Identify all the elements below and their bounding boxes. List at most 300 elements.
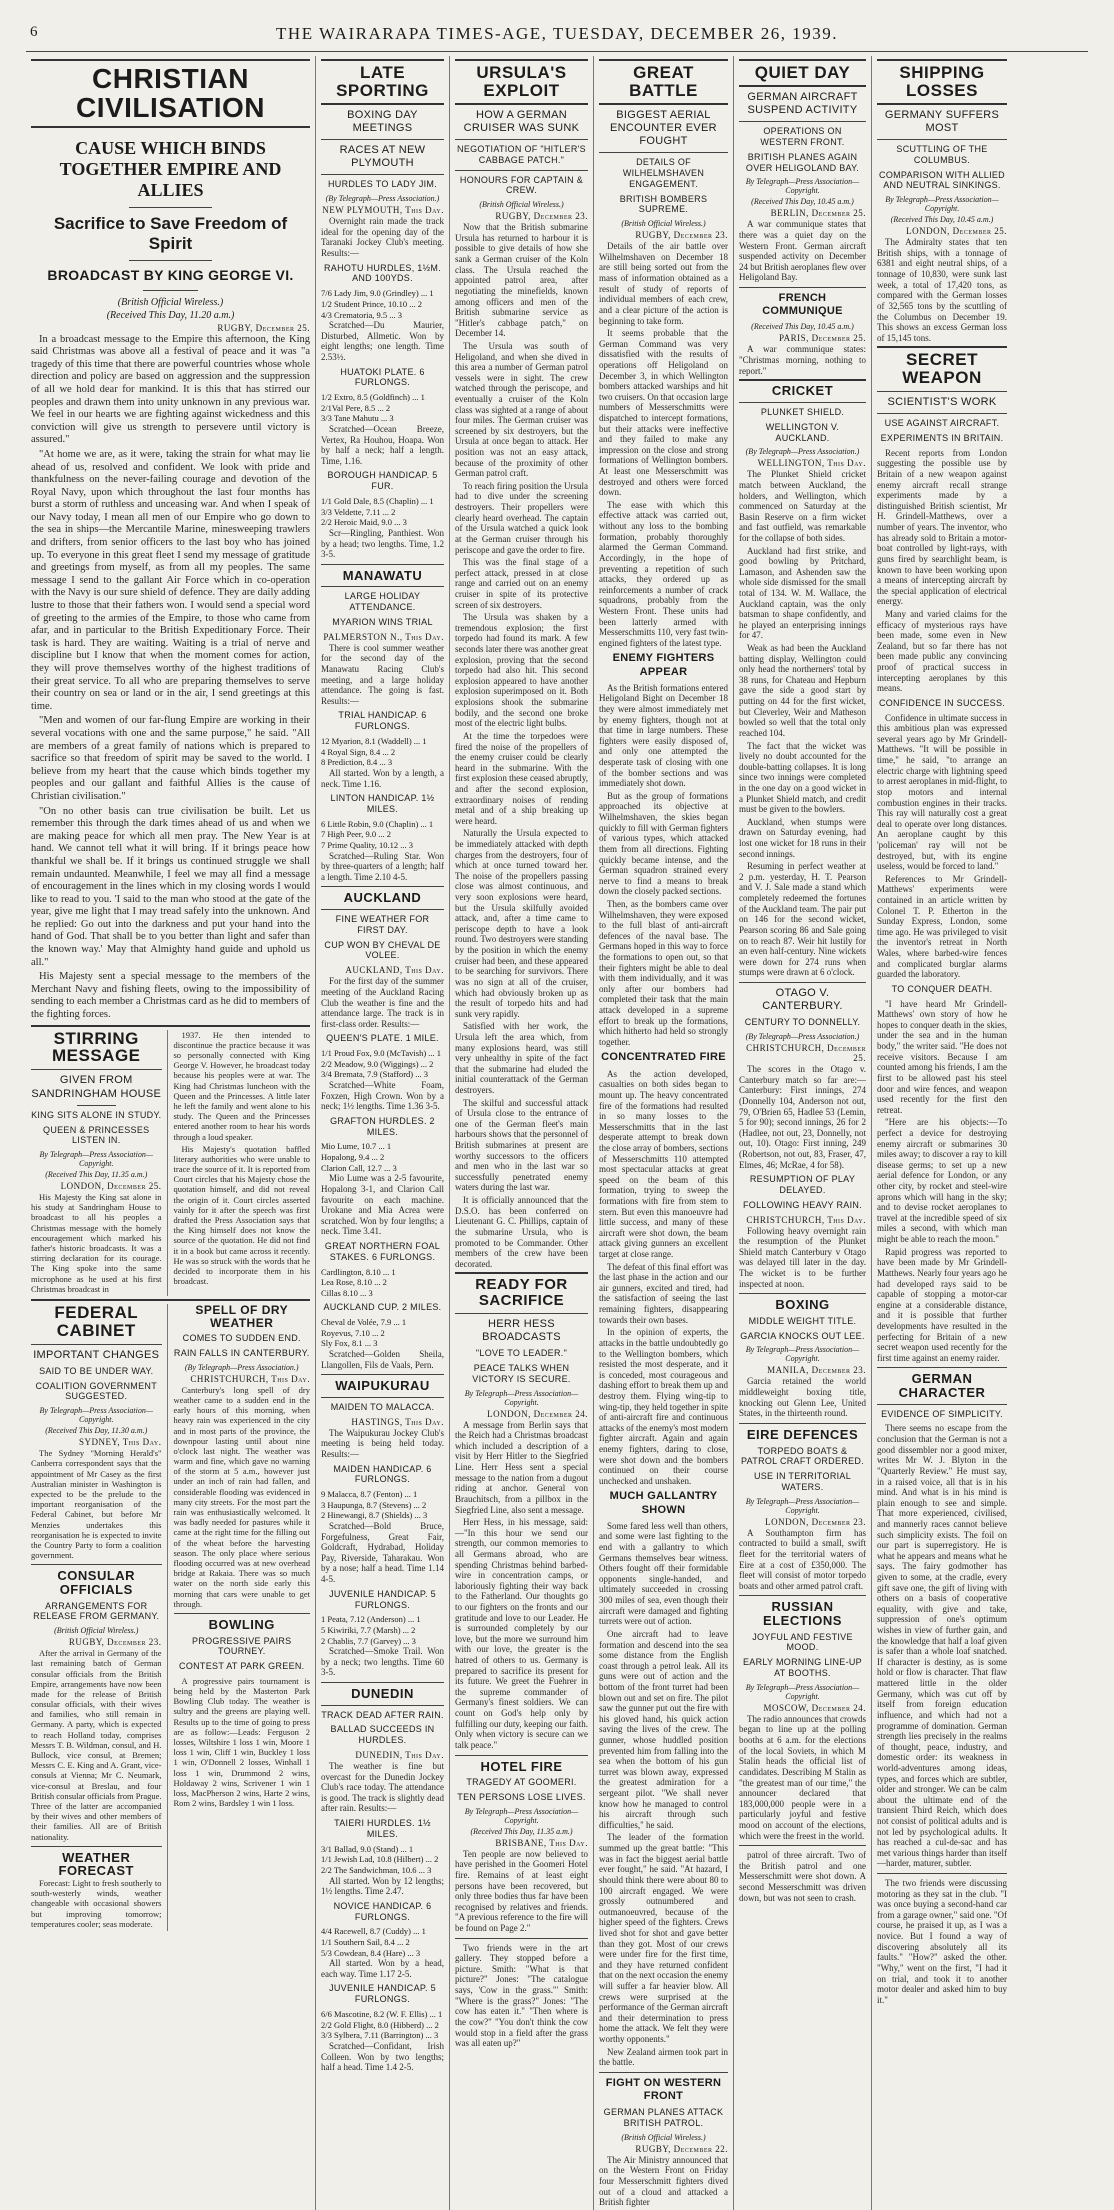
deck: CENTURY TO DONNELLY.	[744, 1017, 861, 1028]
dateline: LONDON, December 25.	[60, 1181, 162, 1192]
race-note: Scratched—Confidant, Irish Colleen. Won by two lengths; half a head. Time 1.4 2-5.	[321, 2040, 444, 2073]
result-row: 6 Little Robin, 9.0 (Chaplin) ... 1	[321, 818, 434, 829]
race-results	[321, 1048, 444, 1080]
deck: PEACE TALKS WHEN VICTORY IS SECURE.	[472, 1363, 571, 1384]
paragraph: The Plunket Shield cricket match between Auckland, the holders, and Wellington, which commenced on Saturday at the Basin Reserve on a firm wicket and fast outfield, was remarkable for the collapse of both sides.	[739, 469, 866, 543]
result-row: 12 Myarion, 8.1 (Waddell) ... 1	[321, 736, 427, 747]
result-row: Cheval de Volée, 7.9 ... 1	[321, 1317, 407, 1328]
credit: By Telegraph—Press Association—Copyright.	[39, 1150, 153, 1169]
result-row: Royevus, 7.10 ... 2	[321, 1327, 385, 1338]
deck: JOYFUL AND FESTIVE MOOD.	[752, 1631, 853, 1653]
deck: IMPORTANT CHANGES	[33, 1348, 160, 1361]
result-row: Lea Rose, 8.10 ... 2	[321, 1277, 387, 1288]
result-row: 7 Prime Quality, 10.12 ... 3	[321, 840, 413, 850]
paragraph: Confidence in ultimate success in this ambitious plan was expressed several years ago by Mr Grindell-Matthews. "It will be possible in time," he said, "to arrange an electric charge with lightning speed to arrest aeroplanes in mid-flight, to stop motors and internal combustion engines in their tracks. This ray will naturally cost a great deal to operate over long distances. An aeroplane caught by this 'policeman' ray will not be destroyed, but, with its engine useless, would be forced to land."	[877, 712, 1007, 872]
subhead: FIGHT ON WESTERN FRONT	[605, 2076, 722, 2103]
deck: EARLY MORNING LINE-UP AT BOOTHS.	[743, 1657, 862, 1679]
deck: BALLAD SUCCEEDS IN HURDLES.	[330, 1724, 435, 1746]
result-row: 1/1 Proud Fox, 9.0 (McTavish) ... 1	[321, 1048, 442, 1059]
race-note: Scratched—Du Maurier, Disturbed, Allmetic. Won by eight lengths; one length. Time 2.53½.	[321, 320, 444, 362]
paragraph: Then, as the bombers came over Wilhelmshaven, they were exposed to the full blast of anti-aircraft defences of the naval base. The Germans hoped in this way to force the formations to open out, so that their fighters might be able to deal with them individually, and it was only after our bombers had completed their task that the main attack developed in a supreme effort to break up the formations, which hitherto had held so strongly together.	[599, 898, 728, 1047]
headline-late-sporting: LATE SPORTING	[336, 63, 429, 100]
stirring-message-block	[31, 1030, 310, 1296]
credit: (British Official Wireless.)	[54, 1626, 139, 1636]
paragraph: One aircraft had to leave formation and descend into the sea some distance from the English coast through a petrol leak. All its guns were out of action and the bottom of the front turret had been blown out and set on fire. The pilot saw the gunner put out the fire with his gloved hand, his quick action saving the lives of the crew. The gunner, whose huddled position prevented him from falling into the sea when the bottom of his gun turret was blown away, expressed the greatest admiration for a sergeant pilot. "We shall never know how he managed to control his aircraft through such difficulties," he said.	[599, 1628, 728, 1830]
paragraph: A war communique states that there was a quiet day on the Western Front. German aircraft suspended activity on December 24 but British aeroplanes flew over Heligoland Bay.	[739, 219, 866, 283]
paragraph: For the first day of the summer meeting of the Auckland Racing Club the weather is fine and the attendance large. The track is in first-class order. Results:—	[321, 976, 444, 1029]
paragraph: The weather is fine but overcast for the Dunedin Jockey Club's race today. The attendance is good. The track is slightly dead after rain. Results:—	[321, 1761, 444, 1814]
headline-russian-elections: RUSSIAN ELECTIONS	[763, 1599, 842, 1629]
deck: WELLINGTON V. AUCKLAND.	[765, 421, 840, 443]
result-row: Clarion Call, 12.7 ... 3	[321, 1162, 397, 1173]
deck: GERMANY SUFFERS MOST	[884, 108, 1000, 134]
paragraph: References to Mr Grindell-Matthews' experiments were contained in an article written by Colonel T. P. Etherton in the Sunday Express, London, some time ago. He was privileged to visit the inventor's retreat in North Wales, where barbed-wire fences and complicated burglar alarms guarded the laboratory.	[877, 873, 1007, 980]
paragraph: Resuming in perfect weather at 2 p.m. yesterday, H. T. Pearson and V. J. Sale made a stand which completely redeemed the fortunes of the Auckland team. The pair put on 146 for the second wicket, Pearson scoring 86 and Sale going on to reach 87. Weir hit lustily for an even half-century. Nine wickets were down for 274 runs when stumps were drawn at 6 o'clock.	[739, 861, 866, 978]
deck: USE IN TERRITORIAL WATERS.	[753, 1471, 852, 1492]
received: (Received This Day, 10.45 a.m.)	[751, 197, 854, 207]
race-note: Scratched—Ocean Breeze, Vertex, Ra Houhou, Hoapa. Won by half a neck; half a length. Time, 1.16.	[321, 424, 444, 466]
result-row: 2 Hinewangi, 8.7 (Shields) ... 3	[321, 1510, 428, 1521]
deck: LARGE HOLIDAY ATTENDANCE.	[344, 591, 421, 613]
paragraph: To reach firing position the Ursula had to dive under the screening destroyers. Their propellers were clearly heard overhead. The captain of the Ursula watched a quick look at the German cruiser through his periscope and gave the order to fire.	[455, 480, 588, 555]
credit: (By Telegraph—Press Association.)	[184, 1362, 299, 1372]
result-row: 1/1 Southern Sail, 8.4 ... 2	[321, 1936, 410, 1947]
credit: (British Official Wireless.)	[117, 296, 224, 308]
race-note: Scratched—Bold Bruce, Forgefulness, Great Fair, Goldcraft, Hydrabad, Holiday Pay, Riverside, Taharakau. Won by a nose; half a head. Time 1.14 4-5.	[321, 1521, 444, 1585]
race-note: Scr—Ringling, Panthiest. Won by a head; two lengths. Time, 1.2 3-5.	[321, 527, 444, 560]
result-row: 3/3 Sylbera, 7.11 (Barrington) ... 3	[321, 2030, 439, 2041]
deck: GERMAN PLANES ATTACK BRITISH PATROL.	[603, 2107, 724, 2129]
received: (Received This Day, 11.20 a.m.)	[106, 309, 235, 321]
paragraph: Garcia retained the world middleweight boxing title, knocking out Glenn Lee, United States, in the thirteenth round.	[739, 1376, 866, 1419]
credit: (By Telegraph—Press Association.)	[325, 194, 440, 204]
paragraph: The fact that the wicket was lively no doubt accounted for the double-batting collapses. It is long since two innings were completed in the one day on a good wicket in a Plunket Shield match, and credit must be given to the bowlers.	[739, 740, 866, 815]
paragraph: This was the final stage of a perfect attack, pressed in at close range and carried out on an enemy cruiser in spite of its protective screen of six destroyers.	[455, 557, 588, 610]
result-row: 2/2 Meadow, 9.0 (Wiggings) ... 2	[321, 1058, 434, 1069]
deck: TORPEDO BOATS & PATROL CRAFT ORDERED.	[741, 1445, 864, 1467]
dateline: MOSCOW, December 24.	[763, 1702, 866, 1713]
paragraph: The Ursula was shaken by a tremendous explosion; the first torpedo had found its mark. A few seconds later there was another great explosion, proving that the second torpedo had also hit. This second explosion appeared to have another explosion superimposed on it. Both explosions shook the submarine bodily, and the second one broke most of the electric light bulbs.	[455, 612, 588, 729]
race-note: All started. Won by 12 lengths; 1½ lengths. Time 2.47.	[321, 1875, 444, 1897]
race-results	[321, 1844, 444, 1876]
paragraph: Overnight rain made the track ideal for the opening day of the Taranaki Jockey Club's meeting. Results:—	[321, 216, 444, 259]
race-results	[321, 1267, 444, 1299]
subhead: FRENCH COMMUNIQUE	[762, 292, 843, 318]
headline-ready-for-sacrifice: READY FOR SACRIFICE	[475, 1276, 568, 1310]
subhead: CONCENTRATED FIRE	[601, 1051, 726, 1064]
dateline: LONDON, December 25.	[906, 226, 1007, 237]
race-title: NOVICE HANDICAP. 6 FURLONGS.	[333, 1900, 432, 1922]
paragraph: Details of the air battle over Wilhelmshaven on December 18 are still being sorted out from the mass of information obtained as a result of study of reports of individual members of each crew, and a clear picture of the action is beginning to take form.	[599, 241, 728, 326]
paragraph: His Majesty the King sat alone in his study at Sandringham House to broadcast to all his peoples a Christmas message with the homely encouragement which marked his father's historic broadcasts. It was a stirring declaration for its courage. The King spoke into the same microphone as he used at his first Christmas broadcast in	[31, 1192, 162, 1294]
headline-weather-forecast: WEATHER FORECAST	[58, 1849, 134, 1879]
deck: TEN PERSONS LOSE LIVES.	[457, 1791, 586, 1802]
dateline: LONDON, December 24.	[487, 1408, 588, 1419]
paragraph: The radio announces that crowds began to line up at the polling booths at 6 a.m. for the elections of the local Soviets, in which M Stalin heads the official list of candidates. Describing M Stalin as "the greatest man of our time," the announcer declared that 183,000,000 people were in a particularly joyful and festive mood on account of the elections, which were the freest in the world.	[739, 1713, 866, 1841]
result-row: 2/1Val Pere, 8.5 ... 2	[321, 402, 391, 413]
result-row: 1/1 Gold Dale, 8.5 (Chaplin) ... 1	[321, 496, 434, 507]
result-row: 1/2 Extro, 8.5 (Goldfinch) ... 1	[321, 392, 425, 403]
deck: QUEEN & PRINCESSES LISTEN IN.	[43, 1124, 150, 1146]
paragraph: The two friends were discussing motoring as they sat in the club. "I was once buying a second-hand car from a garage owner," said one. "Of course, he praised it up, as I was a novice. But I found a way of discovering absolutely all its faults." "How?" asked the other. "Why," went on the first, "I had it on trial, and took it to another motor dealer and asked him to buy it."	[877, 1878, 1007, 2005]
deck: TRACK DEAD AFTER RAIN.	[321, 1709, 444, 1720]
paragraph: But as the group of formations approached its objective at Wilhelmshaven, the skies began quickly to fill with German fighters of various types, which attacked them from all directions. Fighting quickly became intense, and the German squadron strained every nerve to find a means to break down the closely packed sections.	[599, 790, 728, 897]
deck: PLUNKET SHIELD.	[760, 406, 845, 417]
paragraph: Herr Hess, in his message, said:—"In this hour we send our strength, our common memories to all Germans abroad, who are spending Christmas behind barbed-wire in concentration camps, or laboriously fighting their way back to the Fatherland. Our thoughts go to our fighters on the fronts and our gratitude and love to our Leader. He is surrounded completely by our love, but the more we surround him with our love, the greater is the hatred of others to us. Germany is prepared to sacrifice its present for its future. We greet the Fuehrer in the supreme commander of Germany's finest soldiers. We can count on God's help only by fulfilling our duty, keeping our faith. Only when victory is secure can we talk peace."	[455, 1517, 588, 1750]
deck: COALITION GOVERNMENT SUGGESTED.	[35, 1380, 157, 1402]
headline-secret-weapon: SECRET WEAPON	[902, 350, 982, 388]
headline-auckland: AUCKLAND	[343, 890, 422, 906]
paragraph: "I have heard Mr Grindell-Matthews' own story of how he hopes to conquer death in the skies, under the sea and in the human body," the writer said. "He does not receive visitors. Because I am counted among his friends, I am the first to be allowed past his steel door and wire fences, and weapon used recently for the first den retreat.	[877, 998, 1007, 1115]
deck-broadcast: BROADCAST BY KING GEORGE VI.	[47, 266, 294, 283]
race-note: Scratched—Smoke Trail. Won by a neck; two lengths. Time 60 3-5.	[321, 1646, 444, 1678]
race-title: GRAFTON HURDLES. 2 MILES.	[330, 1115, 435, 1137]
dateline: MANILA, December 23.	[767, 1365, 866, 1376]
deck: HOW A GERMAN CRUISER WAS SUNK	[463, 108, 580, 134]
subhead: TO CONQUER DEATH.	[891, 983, 993, 994]
headline-eire-defences: EIRE DEFENCES	[746, 1426, 859, 1442]
paragraph: A progressive pairs tournament is being held by the Masterton Park Bowling Club today. The weather is sultry and the greens are playing well. Results up to the time of going to press are as follow:—Leads: Ferguson 2 losses, Wiltshire 1 loss 1 win, Moore 1 loss 1 win, Cliff 1 win, Buckley 1 loss 1 win, O'Donnell 2 losses, Winhall 1 loss 1 win, Drummond 2 wins, Holdaway 2 wins, Scrivener 1 win 1 loss, MacPherson 2 wins, Harte 2 wins, Rom 2 wins, Bardsley 1 win 1 loss.	[173, 1675, 310, 1809]
result-row: Mio Lume, 10.7 ... 1	[321, 1141, 392, 1152]
column-late-sporting	[316, 56, 450, 2210]
paragraph: The leader of the formation summed up the great battle: "This was in fact the biggest aerial battle ever fought," he said. "At hazard, I should think there were about 80 to 100 aircraft engaged. We were grossly outnumbered and outmanoeuvred, because of the higher speed of the fighters. Crews lived shot for shot and gave better than they got. Most of our crews were under fire for the first time, and they have returned confident that on the next occasion the enemy will suffer a far heavier blow. All crews were surprised at the performance of the German aircraft and their determination to press home the attack. We felt they were worthy opponents."	[599, 1832, 728, 2045]
headline-spell-dry-weather: SPELL OF DRY WEATHER	[195, 1302, 289, 1330]
credit: By Telegraph—Press Association—Copyright.	[745, 1496, 860, 1515]
deck: EXPERIMENTS IN BRITAIN.	[880, 433, 1004, 444]
race-title: AUCKLAND CUP. 2 MILES.	[323, 1302, 442, 1313]
paragraph: Satisfied with her work, the Ursula left the area which, from many explosions heard, was still very unhealthy in spite of the fact that the submarine had eluded the initial counterattack of the German destroyers.	[455, 1021, 588, 1095]
race-title: LINTON HANDICAP. 1½ MILES.	[330, 793, 435, 814]
race-title: RAHOTU HURDLES, 1½M. AND 100YDS.	[323, 262, 442, 284]
headline-hotel-fire: HOTEL FIRE	[480, 1758, 563, 1774]
result-row: 5/3 Cowdean, 8.4 (Hare) ... 3	[321, 1947, 421, 1958]
race-title: JUVENILE HANDICAP. 5 FURLONGS.	[329, 1588, 436, 1610]
paragraph: Weak as had been the Auckland batting display, Wellington could only head the northerners' total by 38 runs, for Chateau and Hepburn gave the side a good start by putting on 44 for the first wicket, but Cleverley, Weir and Matheson bowled so well that the total only reached 104.	[739, 643, 866, 738]
dateline: LONDON, December 23.	[765, 1516, 866, 1527]
subhead: RESUMPTION OF PLAY DELAYED.	[749, 1174, 856, 1195]
race-title: GREAT NORTHERN FOAL STAKES. 6 FURLONGS.	[324, 1240, 441, 1262]
result-row: 3 Haupunga, 8.7 (Stevens) ... 2	[321, 1499, 427, 1510]
credit: (British Official Wireless.)	[479, 200, 564, 210]
column-quiet-day	[734, 56, 872, 2210]
paragraph: Now that the British submarine Ursula has returned to harbour it is possible to give details of how she sank a German cruiser of the Koln class. The Ursula reached the appointed patrol area, after negotiating the minefields, known among officers and men of the British submarine service as "Hitler's cabbage patch," on December 14.	[455, 222, 588, 339]
headline-consular-officials: CONSULAR OFFICIALS	[57, 1568, 136, 1597]
result-row: 1/2 Student Prince, 10.10 ... 2	[321, 298, 423, 309]
paragraph: Many and varied claims for the efficacy of mysterious rays have been made, some even in New Zealand, but so far there has not been made public any convincing proof of practical success in intercepting aeroplanes by this means.	[877, 608, 1007, 694]
result-row: 1 Peata, 7.12 (Anderson) ... 1	[321, 1614, 421, 1625]
deck: BRITISH PLANES AGAIN OVER HELIGOLAND BAY.	[745, 151, 860, 173]
race-note: All started. Won by a length, a neck. Time 1.16.	[321, 767, 444, 789]
result-row: 7 High Peer, 9.0 ... 2	[321, 829, 392, 840]
paragraph: The Air Ministry announced that on the Western Front on Friday four Messerschmitt fighters dived out of a cloud and attacked a British fighter	[599, 2154, 728, 2208]
deck: MIDDLE WEIGHT TITLE.	[748, 1315, 857, 1326]
credit: By Telegraph—Press Association—Copyright.	[464, 1388, 579, 1407]
column-great-battle	[594, 56, 734, 2210]
result-row: 9 Malacca, 8.7 (Fenton) ... 1	[321, 1489, 418, 1500]
dateline: RUGBY, December 22.	[635, 2143, 728, 2154]
subhead: OTAGO V. CANTERBURY.	[762, 986, 843, 1013]
result-row: Cillas 8.10 ... 3	[321, 1287, 373, 1298]
credit: By Telegraph—Press Association—Copyright.	[745, 177, 860, 196]
paragraph: His Majesty sent a special message to the members of the Merchant Navy and fishing fleets, owing to the impossibility of sending to each member a Christmas card as he did to members of the fighting forces.	[31, 971, 310, 1021]
dateline: AUCKLAND, This Day.	[345, 965, 444, 976]
paragraph: A Southampton firm has contracted to build a small, swift fleet for the territorial waters of Eire at a cost of £350,000. The fleet will consist of motor torpedo boats and other armed patrol craft.	[739, 1527, 866, 1591]
received: (Received This Day, 10.45 a.m.)	[751, 322, 854, 332]
deck: ARRANGEMENTS FOR RELEASE FROM GERMANY.	[33, 1600, 160, 1622]
race-title: TRIAL HANDICAP. 6 FURLONGS.	[338, 710, 427, 732]
newspaper-page	[26, 56, 1088, 2208]
result-row: Sly Fox, 8.1 ... 3	[321, 1338, 378, 1349]
result-row: 3/4 Bremata, 7.9 (Stafford) ... 3	[321, 1069, 429, 1080]
race-note: Scratched—White Foam, Foxzen, High Crown. Won by a neck; 1½ lengths. Time 1.36 3-5.	[321, 1080, 444, 1112]
paragraph: The Admiralty states that ten British ships, with a tonnage of 6381 and eight neutral ships, of a tonnage of 10,830, were sunk last week, a total of 17,420 tons, as compared with the German losses of 32,565 tons by the scuttling of the Columbus on December 19. This shows an excess German loss of 15,145 tons.	[877, 237, 1007, 343]
deck: BRITISH BOMBERS SUPREME.	[619, 193, 708, 215]
deck: CONTEST AT PARK GREEN.	[179, 1661, 305, 1672]
headline-german-character: GERMAN CHARACTER	[898, 1371, 986, 1401]
dateline: HASTINGS, This Day.	[351, 1416, 444, 1427]
result-row: 7/6 Lady Jim, 9.0 (Grindley) ... 1	[321, 288, 434, 299]
credit: (By Telegraph—Press Association.)	[745, 447, 860, 457]
race-results	[321, 496, 444, 528]
paragraph: As the action developed, casualties on both sides began to mount up. The heavy concentrated fire of the formations had resulted in so many losses to the Messerschmitts that in the last desperate attempt to break down the close array of bombers, sections of Messerschmitts 110 attempted most spectacular attacks at great speed on the beam of this formation, trying to sweep the formations with fire from stem to stern. But even this manoeuvre had little success, and many of these aircraft were shot down, the beam attack giving gunners an excellent target at close range.	[599, 1068, 728, 1260]
paragraph: "On no other basis can true civilisation be built. Let us remember this through the dark times ahead of us and when we are making peace for which all men pray. The New Year is at hand. We cannot tell what it will bring. If it brings peace how thankful we shall be. If it brings us continued struggle we shall remain undaunted. Meanwhile, I feel we may all find a message of encouragement in the lines which in my closing words I would like to read to you. 'I said to the man who stood at the gate of the year, give me light that I may tread safely into the unknown. And he replied: Go out into the darkness and put your hand into the hand of God. That shall be to you better than light and safer than the known way.' May that Almighty hand guide and uphold us all."	[31, 805, 310, 968]
race-results	[321, 736, 444, 768]
dateline: SYDNEY, This Day.	[79, 1437, 162, 1448]
deck-cause: CAUSE WHICH BINDS TOGETHER EMPIRE AND ALLIES	[59, 137, 282, 200]
result-row: Hopalong, 9.4 ... 2	[321, 1152, 385, 1163]
credit: By Telegraph—Press Association—Copyright.	[39, 1406, 153, 1425]
dateline: CHRISTCHURCH, December 25.	[746, 1043, 866, 1064]
race-results	[321, 1926, 444, 1958]
received: (Received This Day, 11.35 a.m.)	[470, 1826, 573, 1836]
deck: HONOURS FOR CAPTAIN & CREW.	[459, 174, 584, 196]
deck: MYARION WINS TRIAL	[332, 617, 433, 628]
paragraph: Recent reports from London suggesting the possible use by Britain of a new weapon against enemy aircraft recall strange experiments made by a distinguished British scientist, Mr H. Grindell-Matthews, over a number of years. The inventor, who has already sold to Britain a motor-boat controlled by light-rays, with guns fired by searchlight beam, is known to have been working upon a means of intercepting aircraft by the special application of electrical energy.	[877, 447, 1007, 607]
credit: By Telegraph—Press Association—Copyright.	[745, 1345, 860, 1364]
headline-federal-cabinet: FEDERAL CABINET	[54, 1302, 139, 1340]
paragraph: New Zealand airmen took part in the battle.	[599, 2046, 728, 2068]
paragraph: There is cool summer weather for the second day of the Manawatu Racing Club's meeting, and a large holiday attendance. The going is fast. Results:—	[321, 642, 444, 706]
paragraph: Rapid progress was reported to have been made by Mr Grindell-Matthews. Nearly four years ago he had developed rays said to be capable of stopping a motor-car engine at a considerable distance, and it is possible that further developments have resulted in the perfecting for Britain of a new secret weapon used recently for the first time against an enemy raider.	[877, 1246, 1007, 1363]
deck: MAIDEN TO MALACCA.	[330, 1401, 435, 1412]
deck: HURDLES TO LADY JIM.	[327, 179, 438, 190]
received: (Received This Day, 11.35 a.m.)	[45, 1170, 148, 1180]
dateline: WELLINGTON, This Day.	[757, 458, 866, 469]
credit: (British Official Wireless.)	[621, 2132, 706, 2142]
deck: BIGGEST AERIAL ENCOUNTER EVER FOUGHT	[610, 108, 717, 148]
result-row: 3/1 Ballad, 9.0 (Stand) ... 1	[321, 1843, 414, 1854]
dateline: RUGBY, December 23.	[495, 211, 588, 222]
paragraph: Following heavy overnight rain the resumption of the Plunket Shield match Canterbury v Otago was delayed till later in the day. The wicket is to be further inspected at noon.	[739, 1225, 866, 1289]
received: (Received This Day, 10.45 a.m.)	[890, 215, 994, 225]
deck: GARCIA KNOCKS OUT LEE.	[740, 1330, 865, 1341]
paragraph: "At home we are, as it were, taking the strain for what may lie ahead of us, resolved and confident. We look with pride and thankfulness on the never-failing courage and devotion of the Royal Navy, upon which throughout the last four months has burst a storm of ruthless and unceasing war. And when I speak of our Navy today, I mean all men of our Empire who go down to the sea in ships—the Mercantile Marine, minesweeping trawlers and drifters, from senior officers to the last boy who has joined up. To everyone in this great fleet I send my message of gratitude and greetings from myself, as from all my peoples. The same message I send to the gallant Air Force which in co-operation with the Navy is our sure shield of defence. They are daily adding lustre to those that their fathers won. I would send a special word of greeting to the armies of the Empire, to those who came from afar, and in particular to the British Expeditionary Force. Their task is hard. They are waiting. Waiting is a trial of nerve and discipline but I know that when the moment comes for action, they will prove themselves worthy of the highest traditions of their great service. To all who are preparing themselves to serve their country on sea or land or in the air, I send greetings at this time.	[31, 448, 310, 712]
deck: FOLLOWING HEAVY RAIN.	[743, 1199, 862, 1210]
race-title: BOROUGH HANDICAP. 5 FUR.	[327, 470, 438, 492]
headline-waipukurau: WAIPUKURAU	[335, 1378, 430, 1394]
race-results	[321, 1489, 444, 1521]
result-row: 6/6 Mascotine, 8.2 (W. F. Ellis) ... 1	[321, 2009, 443, 2020]
deck: PROGRESSIVE PAIRS TOURNEY.	[192, 1635, 292, 1657]
deck: TRAGEDY AT GOOMERI.	[466, 1777, 577, 1788]
headline-great-battle: GREAT BATTLE	[629, 63, 698, 100]
newspaper-masthead: THE WAIRARAPA TIMES-AGE, TUESDAY, DECEMBER 26, 1939.	[276, 24, 838, 43]
race-note: Scratched—Ruling Star. Won by three-quarters of a length; half a length. Time 2.10 4-5.	[321, 850, 444, 882]
subhead: MUCH GALLANTRY SHOWN	[609, 1490, 718, 1516]
paragraph: Canterbury's long spell of dry weather came to a sudden end in the early hours of this morning, when heavy rain was experienced in the city and in most parts of the province, the downpour lasting until about nine o'clock last night. The weather was warm and fine, which gave no warning of the storm at 5 a.m., however just under an inch of rain had fallen, and considerable flooding was evidenced in many city streets. For the most part the rain was enthusiastically welcomed. It was badly needed for pastures while it came at the right time for the filling out of the wheat before the harvesting season. The only place where serious flooding occurred was at new overhead bridge at Rakaia. There was so much water on the north side early this morning that cars were unable to get through.	[173, 1384, 310, 1609]
race-title: TAIERI HURDLES. 1½ MILES.	[334, 1818, 431, 1839]
paragraph: "Men and women of our far-flung Empire are working in their several vocations with one and the same purpose," he said. "All are members of a great family of nations which is prepared to sacrifice so that freedom of spirit may be saved to the world. I believe from my heart that the cause which binds together my peoples and our gallant and faithful Allies is the cause of Christian civilisation."	[31, 715, 310, 802]
credit: By Telegraph—Press Association—Copyright.	[885, 195, 999, 214]
dateline: PARIS, December 25.	[778, 333, 866, 344]
deck: OPERATIONS ON WESTERN FRONT.	[760, 126, 845, 148]
paragraph: The Sydney "Morning Herald's" Canberra correspondent says that the appointment of Mr Casey as the first Australian minister in Washington is expected to be the prelude to the important reorganisation of the Federal Cabinet, but before Mr Menzies undertakes this reorganisation he is expected to invite the Country Party to form a coalition government.	[31, 1448, 162, 1561]
paragraph: A war communique states: "Christmas morning, nothing to report."	[739, 344, 866, 376]
deck: RACES AT NEW PLYMOUTH	[339, 144, 426, 170]
paragraph: patrol of three aircraft. Two of the British patrol and one Messerschmitt were shot down. A second Messerschmitt was driven down, but was not seen to crash.	[739, 1850, 866, 1903]
paragraph: It seems probable that the German Command was very dissatisfied with the results of operations off Heligoland on December 3, in which Wellington bombers attacked warships and hit two cruisers. On that occasion large numbers of Messerschmitts were dispatched to intercept formations, but their attacks were ineffective and they failed to make any impression on the close and strong formations of Wellington bombers. At least one Messerschmitt was destroyed and others were forced down.	[599, 328, 728, 498]
result-row: 2/2 Heroic Maid, 9.0 ... 3	[321, 517, 407, 528]
race-note: Scratched—Golden Sheila, Llangollen, Fils de Vaals, Pern.	[321, 1349, 444, 1370]
paragraph: At the time the torpedoes were fired the noise of the propellers of the enemy cruiser could be clearly heard in the submarine. With the first explosion these ceased abruptly, and after the second explosion, extraordinary noises of rending metal and of a ship breaking up were heard.	[455, 730, 588, 826]
headline-manawatu: MANAWATU	[342, 567, 423, 583]
deck: CUP WON BY CHEVAL DE VOLEE.	[324, 939, 441, 961]
deck: GIVEN FROM SANDRINGHAM HOUSE	[31, 1074, 162, 1100]
paragraph: Auckland, when stumps were drawn on Saturday evening, had lost one wicket for 18 runs in their second innings.	[739, 816, 866, 859]
dateline: RUGBY, December 23.	[635, 230, 728, 241]
deck-sacrifice: Sacrifice to Save Freedom of Spirit	[53, 213, 288, 253]
headline-stirring-message: STIRRING MESSAGE	[51, 1028, 141, 1066]
headline-boxing: BOXING	[775, 1297, 830, 1313]
masthead-bar	[26, 12, 1088, 52]
paragraph: The ease with which this effective attack was carried out, without any loss to the bombing formation, probably thoroughly alarmed the German Command. Accordingly, in the hope of preventing a repetition of such attacks, they ordered up as reinforcements a number of crack squadrons, probably from the Western Front. These units had been latterly armed with Messerschmitts 110, very fast twin-engined fighters of the latest type.	[599, 499, 728, 648]
deck: HERR HESS BROADCASTS	[482, 1317, 561, 1344]
credit: (By Telegraph—Press Association.)	[745, 1032, 860, 1042]
deck: EVIDENCE OF SIMPLICITY.	[881, 1408, 1003, 1419]
column-shipping-losses	[872, 56, 1012, 2210]
race-results	[321, 288, 444, 320]
race-results	[321, 819, 444, 851]
race-note: Mio Lume was a 2-5 favourite, Hopalong 3-1, and Clarion Call favourite on each machine. Urokane and Mia Acrea were scratched. Won by four lengths; a neck. Time 3.41.	[321, 1173, 444, 1237]
subhead: CONFIDENCE IN SUCCESS.	[878, 697, 1006, 708]
dateline: RUGBY, December 23.	[68, 1637, 162, 1648]
deck: USE AGAINST AIRCRAFT.	[884, 418, 1000, 429]
headline-dunedin: DUNEDIN	[351, 1686, 414, 1701]
result-row: 8 Prediction, 8.4 ... 3	[321, 757, 393, 768]
paragraph: The defeat of this final effort was the last phase in the action and our air gunners, excited and tired, had the satisfaction of seeing the last remaining fighters, disappearing towards their own bases.	[599, 1261, 728, 1325]
paragraph: 1937. He then intended to discontinue the practice because it was so personally connected with King George V. However, he broadcast today because his peoples were at war. The King had Christmas luncheon with the Queen and the Princesses. A little later he left the family and went alone to his study. The Queen and the Princesses entered another room to hear his words through a loud speaker.	[173, 1029, 310, 1142]
deck: SCUTTLING OF THE COLUMBUS.	[896, 144, 988, 165]
deck: RAIN FALLS IN CANTERBURY.	[173, 1347, 310, 1358]
deck: NEGOTIATION OF "HITLER'S CABBAGE PATCH."	[457, 144, 586, 165]
result-row: Cardlington, 8.10 ... 1	[321, 1266, 396, 1277]
dateline: RUGBY, December 25.	[217, 322, 310, 333]
race-results	[321, 2009, 444, 2041]
credit: By Telegraph—Press Association—Copyright.	[464, 1806, 579, 1825]
paragraph: Two friends were in the art gallery. They stopped before a picture. Smith: "What is that picture?" Jones: "The catalogue says, 'Cow in the grass.'" Smith: "Where is the grass?" Jones: "The cow has eaten it." "Then where is the cow?" "You don't think the cow would stop in a field after the grass was all eaten up?"	[455, 1942, 588, 2049]
paragraph: The Waipukurau Jockey Club's meeting is being held today. Results:—	[321, 1427, 444, 1459]
result-row: 2/2 The Sandwichman, 10.6 ... 3	[321, 1864, 432, 1875]
race-title: QUEEN'S PLATE. 1 MILE.	[326, 1033, 439, 1044]
column-christian-civilisation	[26, 56, 316, 2210]
race-title: MAIDEN HANDICAP. 6 FURLONGS.	[333, 1463, 432, 1485]
deck: FINE WEATHER FOR FIRST DAY.	[335, 914, 430, 935]
paragraph: Auckland had first strike, and good bowling by Pritchard, Lamason, and Ashenden saw the whole side dismissed for the small total of 134. W. M. Wallace, the Auckland captain, was the only batsman to shape confidently, and he played an enterprising innings for 47.	[739, 545, 866, 641]
headline-quiet-day: QUIET DAY	[754, 63, 851, 82]
paragraph: The scores in the Otago v. Canterbury match so far are:—Canterbury: First innings, 274 (Donnelly 104, Anderson not out, 79, O'Brien 65, Hadlee 53 (Lemin, 5 for 90); second innings, 26 for 2 (Hadlee, not out, 23, Donnelly, not out, 10). Otago: First inning, 249 (Robertson, not out, 83, Fraser, 47, Elmes, 46; McRae, 4 for 58).	[739, 1064, 866, 1170]
dateline: BERLIN, December 25.	[770, 208, 866, 219]
result-row: 4 Royal Sign, 8.4 ... 2	[321, 746, 396, 757]
paragraph: As the British formations entered Heligoland Bight on December 18 they were almost immediately met by enemy fighters, though not at that time in large numbers. These fighters were easily disposed of, and only one attempted the desperate task of closing with one of the bomber sections and was immediately shot down.	[599, 682, 728, 789]
page-number: 6	[30, 24, 38, 40]
headline-shipping-losses: SHIPPING LOSSES	[899, 63, 985, 100]
paragraph: There seems no escape from the conclusion that the German is not a good dissembler nor a good mixer, writes Mr W. J. Blyton in the "Quarterly Review." He must say, in a raised voice, all that is in his mind. And what is in his mind is plain enough to see and simple. That more experienced, civilised, and mannerly races cannot believe such simplicity exists. The foil on our part is superregistory. He is what he appears and means what he says. The fairy godmother has given to some, at the cradle, every gift save one, the gift of living with others on a basis of cooperative equality, with give and take, suppression of one's optimum wishes in view of further gain, and the knowledge that half a loaf given is safer than a whole loaf snatched. If character is destiny, as is some hold or flow is character. That flaw mattered little in the older Germany, which was cut off by itself from foreign education influence, and which had not a programme of domination. German strength lies precisely in the realms of thought, peace, industry, and domestic order: its weakness in world-adventures among ideas, types, and forces which are subtler, older and stronger. We can be calm about the ultimate end of the transient Third Reich, which does not consist of political adults and is not led by psychological adults. It has reached a cul-de-sac and has met various things harder than itself—harder, maturer, subtler.	[877, 1423, 1007, 1869]
dateline: BRISBANE, This Day.	[495, 1837, 588, 1848]
dateline: CHRISTCHURCH, This Day.	[746, 1214, 866, 1225]
paragraph: The Ursula was south of Heligoland, and when she dived in this area a number of German patrol vessels were in sight. The crew watched through the periscope, and eventually a cruiser of the Koln class was sighted at a range of about four miles. The German cruiser was screened by six destroyers, but the Ursula at once began to attack. Her position was not an easy attack, because of the proximity of other German patrol craft.	[455, 340, 588, 479]
paragraph: In the opinion of experts, the attacks in the battle undoubtedly go to the Wellington bombers, which resisted the most desperate, and it is conceded, most courageous and dashing effort to break them up and destroy them. Flying wing-tip to wing-tip, they held together in spite of anti-aircraft fire and continuous attacks of the enemy's most modern fighter aircraft. Again and again enemy fighters, daring to close, were shot down and the bombers continued on their course unchecked and unshaken.	[599, 1327, 728, 1486]
result-row: 2/2 Gold Flight, 8.0 (Hibberd) ... 2	[321, 2019, 439, 2030]
headline-ursulas-exploit: URSULA'S EXPLOIT	[476, 63, 567, 100]
race-results	[321, 1141, 444, 1173]
deck: COMPARISON WITH ALLIED AND NEUTRAL SINKINGS.	[879, 169, 1005, 191]
paragraph: Forecast: Light to fresh southerly to south-westerly winds, weather changeable with occasional showers but improving tomorrow; temperatures cooler; seas moderate.	[31, 1878, 162, 1929]
deck: SAID TO BE UNDER WAY.	[39, 1365, 154, 1376]
headline-bowling: BOWLING	[208, 1616, 275, 1632]
headline-christian-civilisation: CHRISTIAN CIVILISATION	[75, 63, 266, 124]
race-title: JUVENILE HANDICAP. 5 FURLONGS.	[329, 1983, 436, 2005]
paragraph: It is officially announced that the D.S.O. has been conferred on Lieutenant G. C. Phillips, captain of the submarine Ursula, who is promoted to be Commander. Other members of the crew have been decorated.	[455, 1195, 588, 1269]
headline-cricket: CRICKET	[771, 383, 834, 399]
race-title: HUATOKI PLATE. 6 FURLONGS.	[340, 366, 425, 388]
paragraph: In a broadcast message to the Empire this afternoon, the King said Christmas was above all a festival of peace and it was "a tragedy of this time that there are powerful countries whose whole direction and policy are based on aggression and the suppression of all we hold dear for mankind. It is this that has stirred our peoples and drawn them into unity unknown in any previous war. We feel in our hearts we are fighting against wickedness and this conviction will give us strength to persevere until victory is assured."	[31, 333, 310, 446]
deck: KING SITS ALONE IN STUDY.	[31, 1109, 162, 1120]
deck: BOXING DAY MEETINGS	[347, 108, 418, 134]
lower-stories	[31, 1304, 310, 1931]
result-row: 3/3 Veldette, 7.11 ... 2	[321, 506, 396, 517]
paragraph: Naturally the Ursula expected to be immediately attacked with depth charges from the destroyers, four of which at once turned toward her. The noise of the propellers passing close was almost continuous, and very soon explosions were heard, but the Ursula skilfully avoided attack, and, after a time came to periscope depth to have a look round. Two destroyers were standing by the position in which the enemy cruiser had been, and these appeared to be searching for survivors. There was no sign at all of the cruiser, which had obviously broken up as the result of torpedo hits and had sunk very rapidly.	[455, 828, 588, 1019]
credit: By Telegraph—Press Association—Copyright.	[745, 1682, 860, 1701]
result-row: 4/3 Crematoria, 9.5 ... 3	[321, 309, 402, 320]
paragraph: After the arrival in Germany of the last remaining batch of German consular officials from the British Empire, arrangements have now been made for the release of British consular officials, with their wives and families, who still remain in Germany. A party, which is expected to reach Holland today, comprises Messrs T. B. Wildman, consul, and H. Bullock, vice consul, at Bremen; Messrs C. E. King and A. Grant, vice-consuls at Vienna; Mr C. Neumark, vice-consul at Breslau, and four British consular officials from Prague. Three of the latter are accompanied by their wives and other members of their families. All are of British nationality.	[31, 1648, 162, 1842]
dateline: NEW PLYMOUTH, This Day.	[322, 205, 444, 216]
race-results	[321, 392, 444, 424]
deck: GERMAN AIRCRAFT SUSPEND ACTIVITY	[747, 90, 858, 117]
deck: "LOVE TO LEADER."	[475, 1348, 568, 1359]
deck: COMES TO SUDDEN END.	[182, 1333, 301, 1344]
paragraph: Ten people are now believed to have perished in the Goomeri Hotel fire. Remains of at least eight persons have been recovered, but only three bodies thus far have been recognised by relatives and friends. "A previous reference to the fire will be found on Page 2."	[455, 1848, 588, 1934]
result-row: 2 Chablis, 7.7 (Garvey) ... 3	[321, 1635, 416, 1646]
subhead: ENEMY FIGHTERS APPEAR	[612, 652, 715, 678]
result-row: 4/4 Racewell, 8.7 (Cuddy) ... 1	[321, 1926, 426, 1937]
paragraph: "Here are his objects:—To perfect a device for destroying enemy aircraft or submarines 30 miles away; to discover a ray to kill disease germs; to set up a new aerial defence for London, or any other city, by rocket and steel-wire aprons which will hang in the sky; and to devise rocket aeroplanes to travel at the incredible speed of six miles a second, with which man might be able to reach the moon."	[877, 1117, 1007, 1245]
received: (Received This Day, 11.30 a.m.)	[45, 1426, 148, 1436]
credit: (British Official Wireless.)	[621, 219, 706, 229]
dateline: DUNEDIN, This Day.	[355, 1750, 444, 1761]
paragraph: Some fared less well than others, and some were last fighting to the end with a gallantry to which Germans themselves bear witness. Others fought off their formidable opponents single-handed, and ultimately succeeded in crossing 300 miles of sea, even though their aircraft were damaged and fighting turrets were out of action.	[599, 1520, 728, 1627]
column-ursulas-exploit	[450, 56, 594, 2210]
paragraph: The skilful and successful attack of Ursula close to the entrance of one of the German fleet's main harbours shows that the personnel of British submarines at present are worthy successors to the officers and men who in the last war so successfully penetrated enemy waters during the last war.	[455, 1097, 588, 1193]
result-row: 5 Kiwiriki, 7.7 (Marsh) ... 2	[321, 1624, 416, 1635]
race-results	[321, 1614, 444, 1646]
paragraph: A message from Berlin says that the Reich had a Christmas broadcast which included a description of a visit by Herr Hitler to the Siegfried Line. Herr Hess sent a special message to the nation from a dugout riding at anchor. General von Brauchitsch, from a pillbox in the Siegfried Line, also sent a message.	[455, 1419, 588, 1515]
race-note: All started. Won by a head, each way. Time 1.17 2-5.	[321, 1958, 444, 1979]
deck: SCIENTIST'S WORK	[887, 396, 997, 409]
deck: DETAILS OF WILHELMSHAVEN ENGAGEMENT.	[622, 157, 705, 189]
result-row: 3/3 Tane Mahutu ... 3	[321, 413, 394, 424]
dateline: CHRISTCHURCH, This Day.	[190, 1373, 310, 1384]
race-results	[321, 1317, 444, 1349]
